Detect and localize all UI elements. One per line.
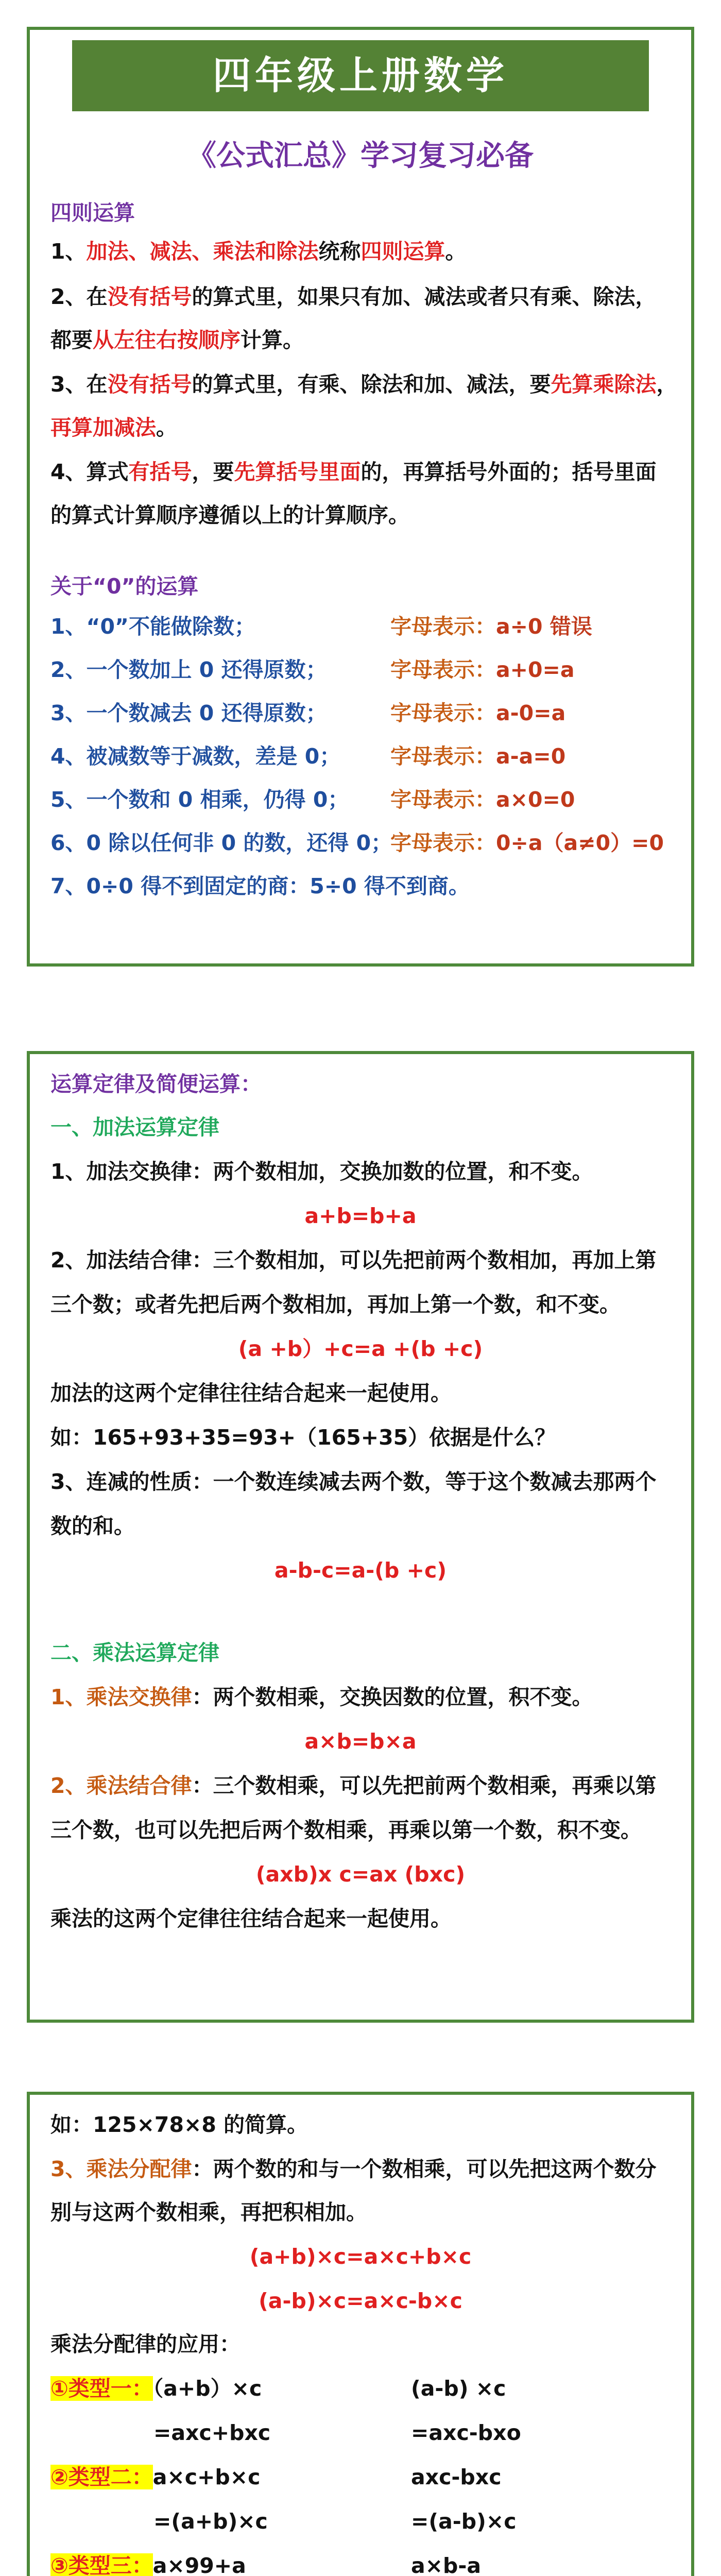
mul-associative-formula: (axb)x c=ax (bxc) (255, 1862, 466, 1887)
zero-item-4: 4、被减数等于减数，差是 0； 字母表示：a-a=0 (50, 744, 566, 769)
panel-rules (27, 27, 694, 967)
dist-formula-1: (a+b)×c=a×c+b×c (249, 2244, 472, 2269)
dist-formula-2: (a-b)×c=a×c-b×c (259, 2289, 462, 2313)
panel-laws (27, 1051, 694, 2023)
add-example: 如：165+93+35=93+（165+35）依据是什么？ (50, 1425, 556, 1450)
page-title: 四年级上册数学 (72, 40, 649, 111)
zero-item-2: 2、一个数加上 0 还得原数； 字母表示：a+0=a (50, 657, 575, 682)
mul-commutative-formula: a×b=b×a (304, 1729, 417, 1754)
add-associative-b: 三个数；或者先把后两个数相加，再加上第一个数，和不变。 (50, 1292, 621, 1317)
add-note: 加法的这两个定律往往结合起来一起使用。 (50, 1381, 452, 1405)
four-ops-line-7: 的算式计算顺序遵循以上的计算顺序。 (50, 503, 409, 528)
dist-example: 如：125×78×8 的简算。 (50, 2112, 308, 2137)
panel-distributive (27, 2092, 694, 2576)
four-ops-line-4: 3、在没有括号的算式里，有乘、除法和加、减法，要先算乘除法， (50, 372, 678, 397)
zero-item-1: 1、“0”不能做除数； 字母表示：a÷0 错误 (50, 614, 592, 639)
mul-commutative: 1、乘法交换律：两个数相乘，交换因数的位置，积不变。 (50, 1685, 593, 1709)
four-ops-line-3: 都要从左往右按顺序计算。 (50, 328, 304, 352)
add-associative-formula: (a +b）+c=a +(b +c) (238, 1336, 483, 1361)
zero-item-6: 6、0 除以任何非 0 的数，还得 0； 字母表示：0÷a（a≠0）=0 (50, 831, 664, 855)
zero-item-7: 7、0÷0 得不到固定的商：5÷0 得不到商。 (50, 874, 470, 899)
sub-property-a: 3、连减的性质：一个数连续减去两个数，等于这个数减去那两个 (50, 1469, 657, 1494)
zero-ops-heading: 关于“0”的运算 (50, 574, 199, 599)
mul-associative-b: 三个数，也可以先把后两个数相乘，再乘以第一个数，积不变。 (50, 1818, 642, 1842)
sub-property-formula: a-b-c=a-(b +c) (274, 1558, 447, 1583)
four-ops-line-1: 1、加法、减法、乘法和除法统称四则运算。 (50, 239, 467, 264)
type-1-row-2: =axc+bxc =axc-bxo (153, 2420, 521, 2445)
type-1-row-1: ①类型一：（a+b）×c (a-b) ×c (50, 2376, 506, 2401)
mul-associative-a: 2、乘法结合律：三个数相乘，可以先把前两个数相乘，再乘以第 (50, 1773, 657, 1798)
sub-property-b: 数的和。 (50, 1514, 135, 1538)
dist-app-heading: 乘法分配律的应用： (50, 2332, 241, 2357)
dist-law-b: 别与这两个数相乘，再把积相加。 (50, 2200, 367, 2225)
add-commutative: 1、加法交换律：两个数相加，交换加数的位置，和不变。 (50, 1159, 593, 1184)
type-3-row-1: ③类型三：a×99+a a×b-a (50, 2550, 676, 2576)
four-ops-line-5: 再算加减法。 (50, 415, 177, 440)
page-subtitle: 《公式汇总》学习复习必备 (187, 139, 534, 173)
type-2-row-1: ②类型二：a×c+b×c axc-bxc (50, 2465, 502, 2489)
add-associative-a: 2、加法结合律：三个数相加，可以先把前两个数相加，再加上第 (50, 1248, 657, 1273)
four-ops-line-6: 4、算式有括号，要先算括号里面的，再算括号外面的；括号里面 (50, 460, 657, 484)
type-2-row-2: =(a+b)×c =(a-b)×c (153, 2509, 517, 2534)
zero-item-3: 3、一个数减去 0 还得原数； 字母表示：a-0=a (50, 701, 566, 725)
four-ops-line-2: 2、在没有括号的算式里，如果只有加、减法或者只有乘、除法， (50, 284, 657, 309)
laws-heading: 运算定律及简便运算： (50, 1072, 262, 1096)
dist-law-a: 3、乘法分配律：两个数的和与一个数相乘，可以先把这两个数分 (50, 2157, 657, 2181)
mul-note: 乘法的这两个定律往往结合起来一起使用。 (50, 1906, 452, 1931)
zero-item-5: 5、一个数和 0 相乘，仍得 0； 字母表示：a×0=0 (50, 787, 575, 812)
add-law-heading: 一、加法运算定律 (50, 1115, 219, 1140)
four-ops-heading: 四则运算 (50, 200, 135, 225)
mul-law-heading: 二、乘法运算定律 (50, 1640, 219, 1665)
add-commutative-formula: a+b=b+a (304, 1204, 417, 1228)
